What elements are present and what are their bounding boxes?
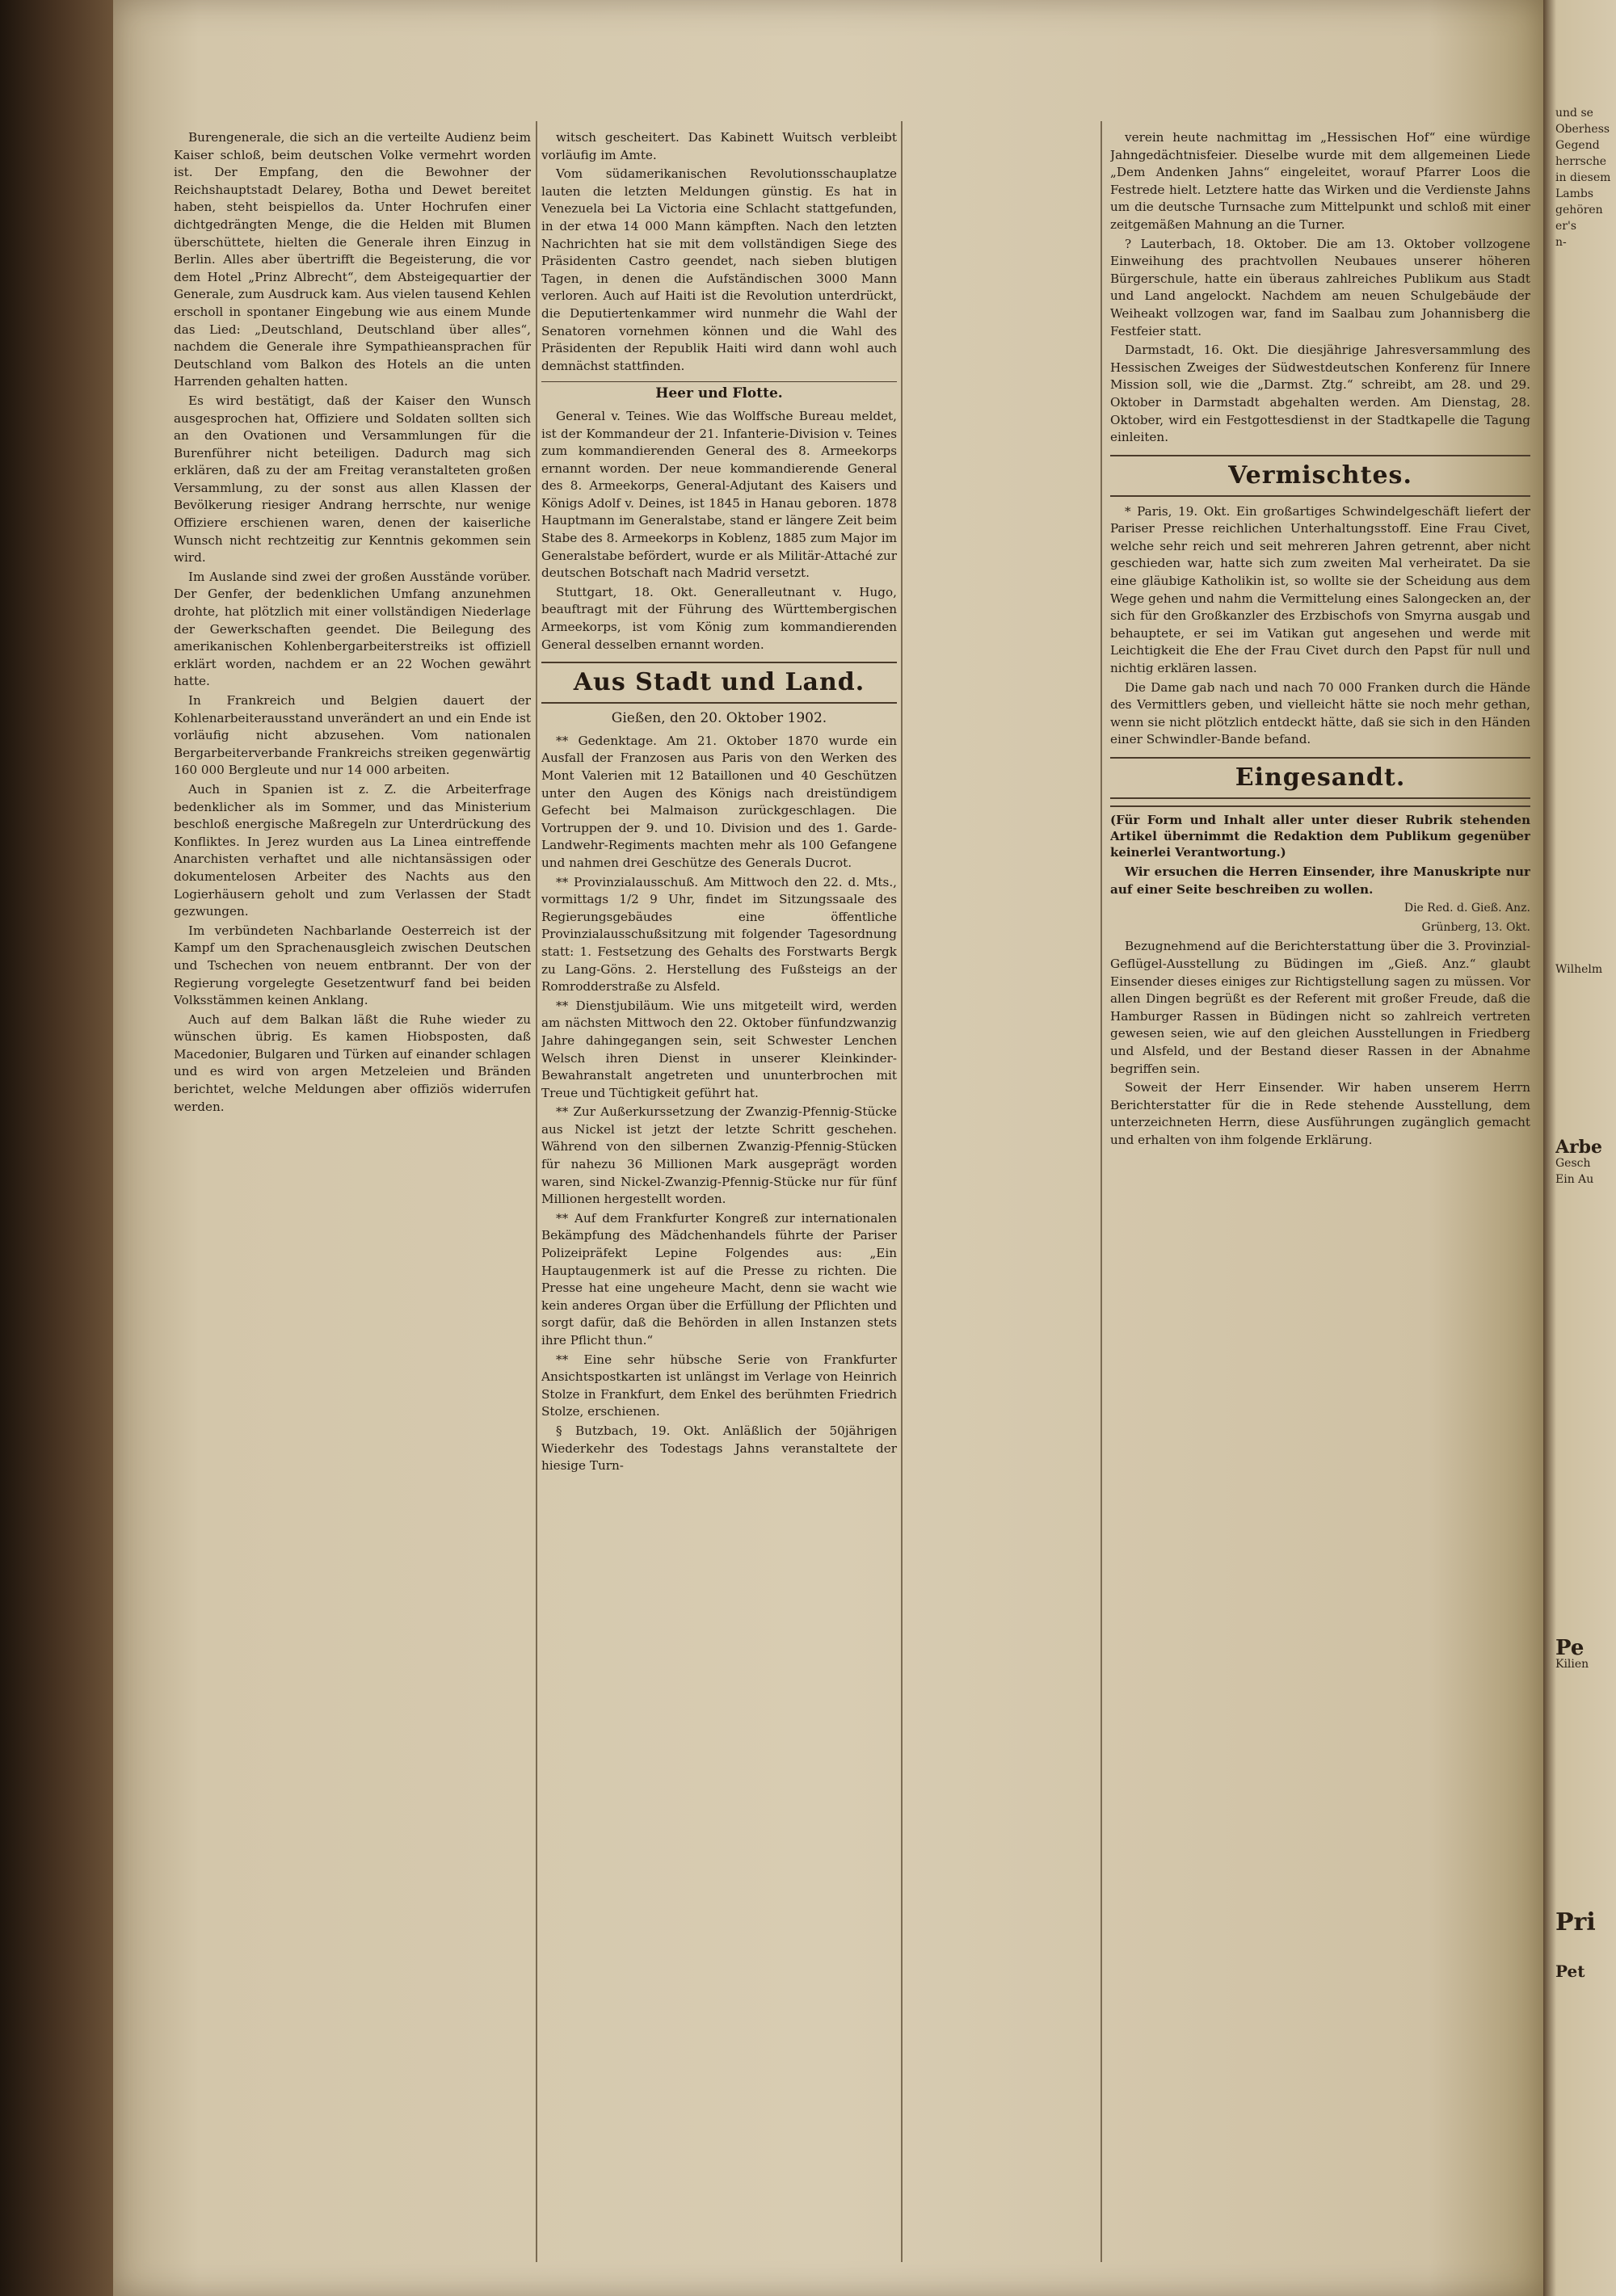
article-paragraph: ** Gedenktage. Am 21. Oktober 1870 wurde ein Ausfall der Franzosen aus Paris von den Werken des Mont Valerien mit 12 Bataillonen und 40 Geschützen unter den Augen des Königs nach dreistündigem Gefecht bei Malmaison zurückgeschlagen. Die Vortruppen der 9. und 10. Division und des 1. Garde-Landwehr-Regiments machten mehr als 100 Gefangene und nahmen drei Geschütze des Generals Ducrot. bbox=[541, 733, 897, 870]
article-paragraph: Burengenerale, die sich an die verteilte Audienz beim Kaiser schloß, beim deutschen Volke vermehrt worden ist. Der Empfang, den die Bewohner der Reichshauptstadt Delarey, Botha und Dewet bereitet haben, steht beispiellos da. Unter Hochrufen einer dichtgedrängten Menge, die die Helden mit Blumen überschüttete, hielten die Generale ihren Einzug in Berlin. Alles aber übertrifft die Begeisterung, die vor dem Hotel „Prinz Albrecht“, dem Absteigequartier der Generale, zum Ausdruck kam. Aus vielen tausend Kehlen erscholl in spontaner Eingebung wie aus einem Munde das Lied: „Deutschland, Deutschland über alles“, nachdem die Generale ihre Sympathieansprachen für Deutschland vom Balkon des Hotels an die unten Harrenden gehalten hatten. bbox=[174, 130, 531, 389]
fragment-line: in diesem bbox=[1555, 171, 1611, 184]
article-paragraph: ** Provinzialausschuß. Am Mittwoch den 22. d. Mts., vormittags 1/2 9 Uhr, findet im Sitzungssaale des Regierungsgebäudes eine öffentliche Provinzialausschußsitzung mit folgender Tagesordnung statt: 1. Festsetzung des Gehalts des Forstwarts Bergk zu Lang-Göns. 2. Herstellung des Fußsteigs an der Romrodderstraße zu Alsfeld. bbox=[541, 874, 897, 995]
fragment-line: n- bbox=[1555, 236, 1567, 249]
fragment-line: Ein Au bbox=[1555, 1173, 1594, 1186]
editorial-signature: Die Red. d. Gieß. Anz. bbox=[1403, 902, 1530, 915]
article-paragraph: Es wird bestätigt, daß der Kaiser den Wunsch ausgesprochen hat, Offiziere und Soldaten sollten sich an den Ovationen und Versammlungen für die Burenführer nicht beteiligen. Dadurch mag sich erklären, daß zu der am Freitag veranstalteten großen Versammlung, zu der sonst aus allen Klassen der Bevölkerung riesiger Andrang herrschte, nur wenige Offiziere erschienen waren, denen der kaiserliche Wunsch nicht rechtzeitig zur Kenntnis gekommen sein wird. bbox=[174, 393, 531, 566]
dateline: Gießen, den 20. Oktober 1902. bbox=[611, 710, 827, 727]
fragment-line: Lambs bbox=[1555, 187, 1594, 200]
letter-place-date: Grünberg, 13. Okt. bbox=[1421, 920, 1530, 934]
fragment-line: Wilhelm bbox=[1555, 963, 1603, 976]
fragment-line: und se bbox=[1555, 107, 1593, 120]
fragment-line: gehören bbox=[1555, 204, 1603, 217]
article-paragraph: Die Dame gab nach und nach 70 000 Franken durch die Hände des Vermittlers geben, und vielleicht hätte sie noch mehr gethan, wenn sie nicht plötzlich entdeckt hätte, daß sie sich in den Händen einer Schwindler-Bande befand. bbox=[1110, 679, 1530, 747]
column-3 bbox=[1110, 129, 1530, 2262]
adjacent-page-fragment bbox=[1555, 105, 1612, 1979]
editorial-disclaimer: (Für Form und Inhalt aller unter dieser Rubrik stehenden Artikel übernimmt die Redaktion dem Publikum gegenüber keinerlei Verantwortung.) bbox=[1110, 805, 1530, 860]
article-paragraph: ** Auf dem Frankfurter Kongreß zur internationalen Bekämpfung des Mädchenhandels führte der Pariser Polizeipräfekt Lepine Folgendes aus: „Ein Hauptaugenmerk ist auf die Presse zu richten. Die Presse hat eine ungeheure Macht, denn sie wacht wie kein anderes Organ über die Erfüllung der Pflichten und sorgt dafür, daß die Behörden in allen Instanzen stets ihre Pflicht thun.“ bbox=[541, 1210, 897, 1348]
article-paragraph: ** Eine sehr hübsche Serie von Frankfurter Ansichtspostkarten ist unlängst im Verlage von Heinrich Stolze in Frankfurt, dem Enkel des berühmten Friedrich Stolze, erschienen. bbox=[541, 1352, 897, 1419]
column-rule-3 bbox=[1100, 121, 1102, 2262]
section-heading-army: Heer und Flotte. bbox=[541, 381, 897, 403]
article-paragraph: Soweit der Herr Einsender. Wir haben unserem Herrn Berichterstatter für die in Rede stehende Ausstellung, dem unterzeichneten Herrn, diese Ausführungen zugänglich gemacht und erhalten von ihm folgende Erklärung. bbox=[1110, 1080, 1530, 1147]
article-paragraph: Auch auf dem Balkan läßt die Ruhe wieder zu wünschen übrig. Es kamen Hiobsposten, daß Macedonier, Bulgaren und Türken auf einander schlagen und es wird von argen Metzeleien und Bränden berichtet, welche Meldungen aber offiziös widerrufen werden. bbox=[174, 1011, 531, 1114]
column-rule-2 bbox=[901, 121, 903, 2262]
column-rule-1 bbox=[536, 121, 537, 2262]
section-heading-local: Aus Stadt und Land. bbox=[541, 662, 897, 704]
article-paragraph: Im Auslande sind zwei der großen Ausstände vorüber. Der Genfer, der bedenklichen Umfang anzunehmen drohte, hat plötzlich mit einer vollständigen Niederlage der Gewerkschaften geendet. Die Beilegung des amerikanischen Kohlenbergarbeiterstreiks ist offiziell erklärt worden, nachdem er an 22 Wochen gewährt hatte. bbox=[174, 569, 531, 689]
article-paragraph: In Frankreich und Belgien dauert der Kohlenarbeiterausstand unverändert an und ein Ende ist vorläufig nicht abzusehen. Vom nationalen Bergarbeiterverbande Frankreichs streiken gegenwärtig 160 000 Bergleute und nur 14 000 arbeiten. bbox=[174, 693, 531, 778]
column-1 bbox=[174, 129, 531, 2262]
article-paragraph: Stuttgart, 18. Okt. Generalleutnant v. Hugo, beauftragt mit der Führung des Württembergischen Armeekorps, ist vom König zum kommandierenden General desselben ernannt worden. bbox=[541, 584, 897, 652]
fragment-line: Kilien bbox=[1555, 1658, 1589, 1671]
section-heading-misc: Vermischtes. bbox=[1110, 455, 1530, 497]
article-paragraph: verein heute nachmittag im „Hessischen Hof“ eine würdige Jahngedächtnisfeier. Dieselbe wurde mit dem allgemeinen Liede „Dem Andenken Jahns“ eingeleitet, worauf Pfarrer Loos die Festrede hielt. Letztere hatte das Wirken und die Verdienste Jahns um die deutsche Turnsache zum Mittelpunkt und schloß mit einer zeitgemäßen Mahnung an die Turner. bbox=[1110, 130, 1530, 232]
article-paragraph: ? Lauterbach, 18. Oktober. Die am 13. Oktober vollzogene Einweihung des prachtvollen Neubaues unserer höheren Bürgerschule, hatte ein überaus zahlreiches Publikum aus Stadt und Land angelockt. Nachdem am neuen Schulgebäude der Weiheakt vollzogen war, fand im Saalbau zum Johannisberg die Festfeier statt. bbox=[1110, 236, 1530, 339]
fragment-line: er's bbox=[1555, 220, 1577, 233]
fragment-line: Pe bbox=[1555, 1636, 1584, 1660]
article-paragraph: Auch in Spanien ist z. Z. die Arbeiterfrage bedenklicher als im Sommer, und das Ministerium beschloß energische Maßregeln zur Unterdrückung des Konfliktes. In Jerez wurden aus La Linea eintreffende Anarchisten verhaftet und alle nichtansässigen oder dokumentelosen Arbeiter des Nachts aus den Logierhäusern geholt und zum Verlassen der Stadt gezwungen. bbox=[174, 781, 531, 919]
article-paragraph: * Paris, 19. Okt. Ein großartiges Schwindelgeschäft liefert der Pariser Presse reichlichen Unterhaltungsstoff. Eine Frau Civet, welche sehr reich und seit mehreren Jahren getrennt, aber nicht geschieden war, hatte sich zum zweiten Mal verheiratet. Da sie eine gläubige Katholikin ist, so wollte sie der Scheidung aus dem Wege gehen und nahm die Vermittelung eines Salongecken an, der sich für den Großkanzler des Erzbischofs von Smyrna ausgab und behauptete, er sei im Vatikan gut angesehen und werde mit Leichtigkeit die Ehe der Frau Civet durch den Papst für null und nichtig erklären lassen. bbox=[1110, 503, 1530, 676]
article-paragraph: ** Zur Außerkurssetzung der Zwanzig-Pfennig-Stücke aus Nickel ist jetzt der letzte Schritt geschehen. Während von den silbernen Zwanzig-Pfennig-Stücken für nahezu 36 Millionen Mark ausgeprägt worden waren, sind Nickel-Zwanzig-Pfennig-Stücke nur für fünf Millionen hergestellt worden. bbox=[541, 1104, 897, 1207]
fragment-line: Pri bbox=[1555, 1908, 1596, 1936]
article-paragraph: § Butzbach, 19. Okt. Anläßlich der 50jährigen Wiederkehr des Todestags Jahns veranstaltete der hiesige Turn- bbox=[541, 1423, 897, 1474]
fragment-line: Pet bbox=[1555, 1962, 1585, 1979]
fragment-line: Arbe bbox=[1555, 1137, 1603, 1158]
article-paragraph: Bezugnehmend auf die Berichterstattung über die 3. Provinzial-Geflügel-Ausstellung zu Büdingen im „Gieß. Anz.“ glaubt Einsender dieses einiges zur Richtigstellung sagen zu müssen. Vor allen Dingen begrüßt es der Referent mit großer Freude, daß die Hamburger Rassen in Büdingen nicht so zahlreich vertreten gewesen seien, wie auf den gleichen Ausstellungen in Friedberg und Alsfeld, und der Bestand dieser Rassen in der Abnahme begriffen sein. bbox=[1110, 939, 1530, 1076]
article-paragraph: Darmstadt, 16. Okt. Die diesjährige Jahresversammlung des Hessischen Zweiges der Südwestdeutschen Konferenz für Innere Mission soll, wie die „Darmst. Ztg.“ schreibt, am 28. und 29. Oktober in Darmstadt abgehalten werden. Am Dienstag, 28. Oktober, wird ein Festgottesdienst in der Stadtkapelle die Tagung einleiten. bbox=[1110, 343, 1530, 445]
article-paragraph: witsch gescheitert. Das Kabinett Wuitsch verbleibt vorläufig im Amte. bbox=[541, 130, 897, 162]
fragment-line: Gegend bbox=[1555, 139, 1600, 152]
column-2 bbox=[541, 129, 897, 2262]
fragment-line: herrsche bbox=[1555, 155, 1607, 168]
article-paragraph: ** Dienstjubiläum. Wie uns mitgeteilt wird, werden am nächsten Mittwoch den 22. Oktober fünfundzwanzig Jahre dahingegangen sein, seit Schwester Lenchen Welsch ihren Dienst in unserer Kleinkinder-Bewahranstalt angetreten und ununterbrochen mit Treue und Tüchtigkeit geführt hat. bbox=[541, 998, 897, 1100]
section-heading-sent: Eingesandt. bbox=[1110, 757, 1530, 799]
fragment-line: Oberhess bbox=[1555, 123, 1610, 136]
book-spine bbox=[0, 0, 113, 2296]
article-paragraph: Im verbündeten Nachbarlande Oesterreich ist der Kampf um den Sprachenausgleich zwischen Deutschen und Tschechen von neuem entbrannt. Der von der Regierung vorgelegte Gesetzentwurf fand bei beiden Volksstämmen keinen Anklang. bbox=[174, 923, 531, 1008]
article-paragraph: Vom südamerikanischen Revolutionsschauplatze lauten die letzten Meldungen günstig. Es hat in Venezuela bei La Victoria eine Schlacht stattgefunden, in der etwa 14 000 Mann kämpften. Nach den letzten Nachrichten hat sie mit dem vollständigen Siege des Präsidenten Castro geendet, nach sieben blutigen Tagen, in denen die Aufständischen 3000 Mann verloren. Auch auf Haiti ist die Revolution unterdrückt, die Deputiertenkammer wird nunmehr die Wahl der Senatoren vornehmen können und die Wahl des Präsidenten der Republik Haiti wird dann wohl auch demnächst stattfinden. bbox=[541, 166, 897, 373]
fragment-line: Gesch bbox=[1555, 1157, 1591, 1170]
editorial-request: Wir ersuchen die Herren Einsender, ihre Manuskripte nur auf einer Seite beschreiben zu wollen. bbox=[1110, 864, 1530, 897]
article-paragraph: General v. Teines. Wie das Wolffsche Bureau meldet, ist der Kommandeur der 21. Infanterie-Division v. Teines zum kommandierenden General des 8. Armeekorps ernannt worden. Der neue kommandierende General des 8. Armeekorps, General-Adjutant des Kaisers und Königs Adolf v. Deines, ist 1845 in Hanau geboren. 1878 Hauptmann im Generalstabe, stand er längere Zeit beim Stabe des 8. Armeekorps in Koblenz, 1885 zum Major im Generalstabe befördert, wurde er als Militär-Attaché zur deutschen Botschaft nach Madrid versetzt. bbox=[541, 408, 897, 581]
